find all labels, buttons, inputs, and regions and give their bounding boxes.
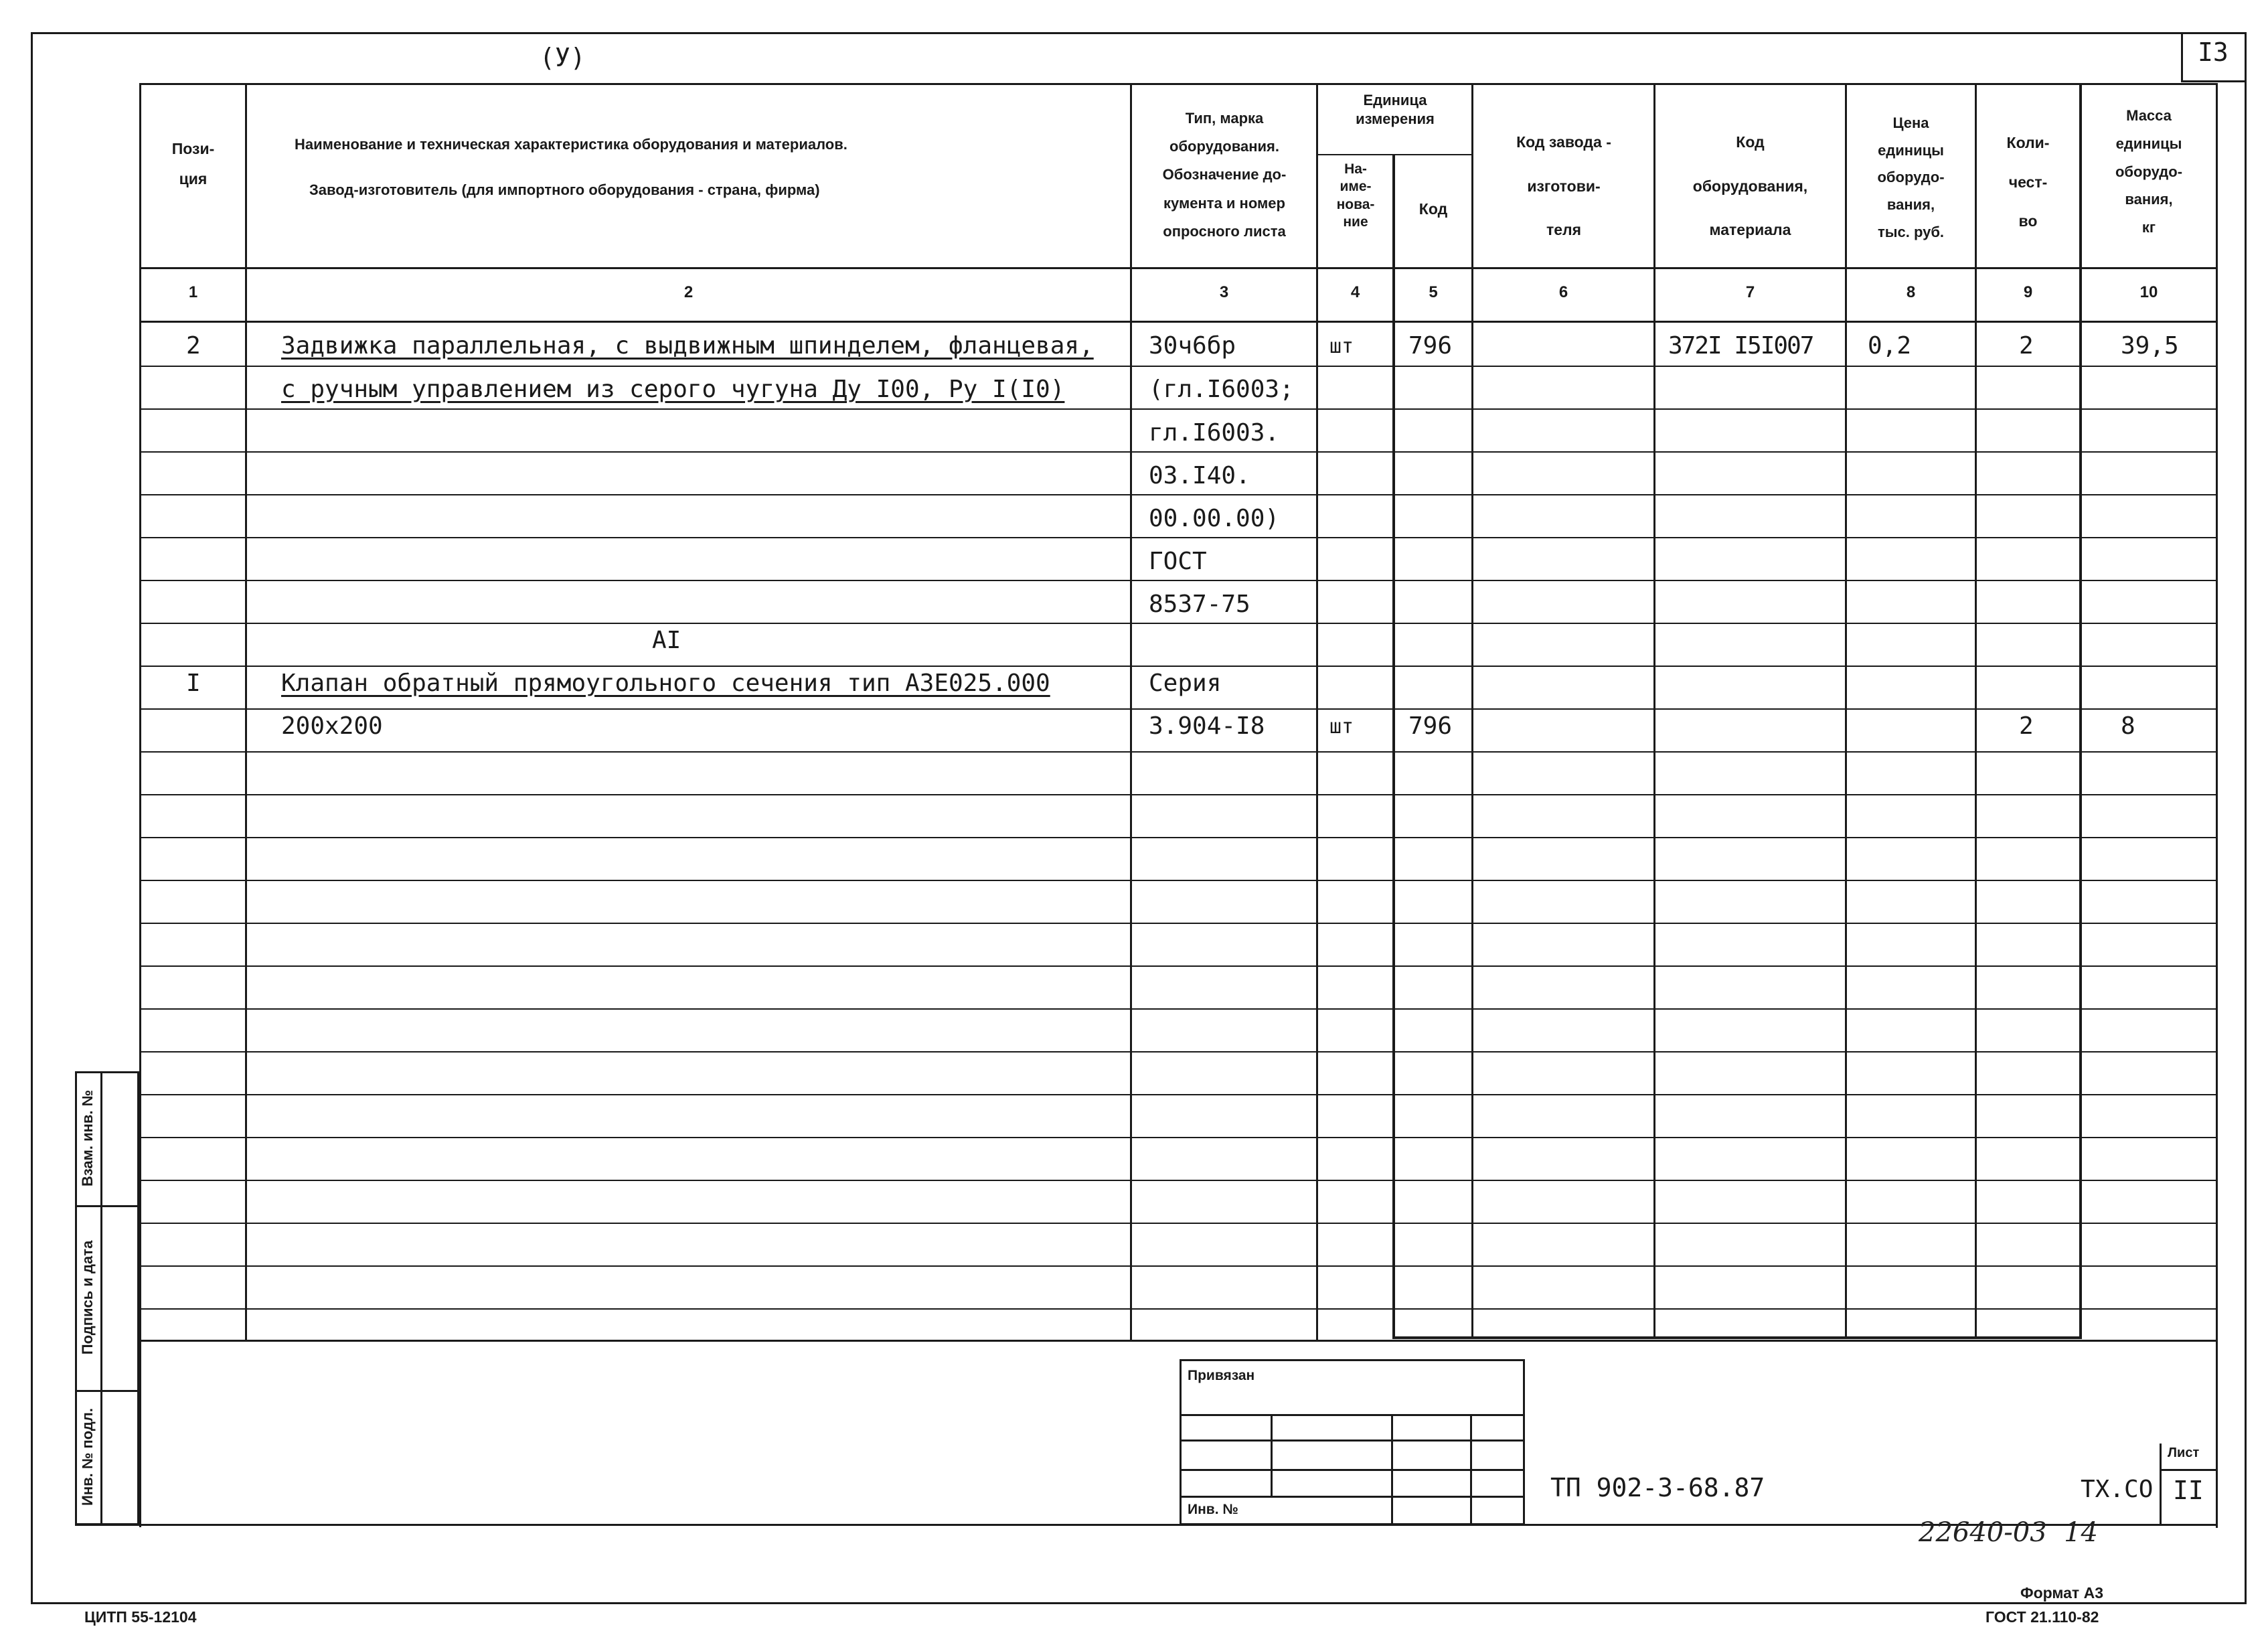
row-type: гл.I6003. xyxy=(1149,419,1280,447)
corner-number: I3 xyxy=(2198,37,2229,67)
bound-row-line xyxy=(1180,1414,1525,1416)
table-row-line xyxy=(139,794,2218,795)
inv-label: Инв. № xyxy=(1188,1502,1238,1517)
table-row-line xyxy=(139,494,2218,495)
col-line-5 xyxy=(1392,154,1395,1339)
header-position: Пози- ция xyxy=(171,140,215,187)
bound-row-line xyxy=(1180,1439,1525,1442)
table-row-line xyxy=(139,923,2218,924)
bound-label: Привязан xyxy=(1188,1368,1255,1383)
col-line-9 xyxy=(1975,83,1977,1339)
section-label: AI xyxy=(652,627,681,654)
column-number: 8 xyxy=(1906,283,1916,301)
unit-group-line xyxy=(1317,154,1473,155)
table-left-border xyxy=(139,83,141,1342)
table-right-border xyxy=(2216,83,2218,1528)
row-type: ГОСТ xyxy=(1149,548,1207,575)
inv-orig-label: Инв. № подл. xyxy=(79,1408,96,1506)
row-name: с ручным управлением из серого чугуна Ду I00, Ру I(I0) xyxy=(281,376,1065,403)
bound-col-line xyxy=(1391,1414,1393,1525)
outer-frame-top xyxy=(31,32,2247,34)
outer-frame-right xyxy=(2245,32,2247,1604)
col-line-8 xyxy=(1845,83,1847,1339)
body-inner-bottom xyxy=(1392,1336,2082,1339)
table-row-line xyxy=(139,623,2218,624)
doc-code: ТП 902-3-68.87 xyxy=(1550,1473,1765,1502)
row-equip-code: 372I I5I007 xyxy=(1668,332,1813,360)
inv-repl-label: Взам. инв. № xyxy=(79,1089,96,1187)
row-mass: 39,5 xyxy=(2121,332,2179,360)
header-plant-code: Код завода - изготови- теля xyxy=(1516,133,1611,239)
row-unit: шт xyxy=(1329,335,1354,358)
col-line-4 xyxy=(1316,83,1318,1341)
header-price: Цена единицы оборудо- вания, тыс. руб. xyxy=(1877,114,1945,240)
row-unit-code: 796 xyxy=(1408,712,1453,740)
row-type: (гл.I6003; xyxy=(1149,376,1294,403)
lower-block-bottom xyxy=(75,1524,2218,1526)
table-row-line xyxy=(139,451,2218,453)
table-row-line xyxy=(139,366,2218,367)
table-row-line xyxy=(139,666,2218,667)
table-row-line xyxy=(139,1051,2218,1053)
column-number: 5 xyxy=(1429,283,1438,301)
bound-col-line xyxy=(1470,1414,1472,1525)
header-unit-code: Код xyxy=(1419,200,1448,218)
table-row-line xyxy=(139,1308,2218,1310)
sheet-cell-line xyxy=(2160,1469,2218,1471)
row-type: 3.904-I8 xyxy=(1149,712,1265,740)
col-line-7 xyxy=(1653,83,1655,1339)
doc-suffix: ТХ.СО xyxy=(2081,1476,2154,1503)
header-mass: Масса единицы оборудо- вания, кг xyxy=(2115,107,2183,236)
table-row-line xyxy=(139,1180,2218,1181)
header-type: Тип, марка оборудования. Обозначение до- кумента и номер опросного листа xyxy=(1162,110,1287,240)
gost-label: ГОСТ 21.110-82 xyxy=(1986,1608,2099,1626)
row-qty: 2 xyxy=(2019,332,2034,360)
table-top-border xyxy=(139,83,2218,85)
column-number: 1 xyxy=(188,283,198,301)
sheet-label: Лист xyxy=(2168,1446,2200,1460)
table-row-line xyxy=(139,837,2218,838)
table-row-line xyxy=(139,751,2218,753)
table-row-line xyxy=(139,580,2218,581)
outer-frame-bottom xyxy=(31,1602,2247,1604)
table-row-line xyxy=(139,1223,2218,1224)
row-type: 03.I40. xyxy=(1149,462,1250,489)
row-name: Задвижка параллельная, с выдвижным шпинделем, фланцевая, xyxy=(281,332,1094,360)
side-stamp-divider xyxy=(100,1071,102,1525)
row-pos: 2 xyxy=(186,332,201,360)
side-stamp-row-line xyxy=(75,1205,139,1207)
table-row-line xyxy=(139,408,2218,410)
sheet-number: II xyxy=(2173,1476,2204,1505)
header-name-line2: Завод-изготовитель (для импортного оборудования - страна, фирма) xyxy=(309,181,820,198)
header-unit-group: Единица измерения xyxy=(1356,92,1435,127)
row-qty: 2 xyxy=(2019,712,2034,740)
header-bottom-line xyxy=(139,267,2218,269)
table-row-line xyxy=(139,1137,2218,1138)
column-number: 4 xyxy=(1350,283,1360,301)
header-unit-name: На- име- нова- ние xyxy=(1336,161,1375,230)
col-line-3 xyxy=(1130,83,1132,1341)
row-unit-code: 796 xyxy=(1408,332,1453,360)
col-line-10 xyxy=(2079,83,2082,1339)
row-pos: I xyxy=(186,670,201,697)
corner-number-box xyxy=(2181,32,2245,82)
sign-date-label: Подпись и дата xyxy=(79,1240,96,1355)
bound-col-line xyxy=(1271,1414,1273,1496)
bound-row-line xyxy=(1180,1469,1525,1471)
column-number: 6 xyxy=(1558,283,1568,301)
table-row-line xyxy=(139,880,2218,881)
row-name: Клапан обратный прямоугольного сечения тип АЗЕ025.000 xyxy=(281,670,1050,697)
row-type: 30ч6бр xyxy=(1149,332,1236,360)
header-name-line1: Наименование и техническая характеристика оборудования и материалов. xyxy=(295,136,847,153)
header-quantity: Коли- чест- во xyxy=(2006,134,2050,230)
row-price: 0,2 xyxy=(1868,332,1912,360)
col-line-6 xyxy=(1471,83,1473,1339)
table-row-line xyxy=(139,1265,2218,1267)
column-number: 10 xyxy=(2139,283,2158,301)
publisher-stamp: ЦИТП 55-12104 xyxy=(84,1608,197,1626)
column-number: 9 xyxy=(2023,283,2033,301)
table-bottom-border xyxy=(139,1340,2218,1342)
table-row-line xyxy=(139,708,2218,710)
row-type: 00.00.00) xyxy=(1149,505,1280,532)
colnum-bottom-line xyxy=(139,321,2218,323)
format-label: Формат А3 xyxy=(2020,1584,2103,1602)
table-row-line xyxy=(139,1094,2218,1095)
column-number: 2 xyxy=(683,283,694,301)
row-unit: шт xyxy=(1329,715,1354,738)
series-mark: (У) xyxy=(540,43,586,72)
row-type: 8537-75 xyxy=(1149,591,1250,618)
handwritten-number: 22640-03 14 xyxy=(1919,1517,2098,1548)
col-line-2 xyxy=(245,83,247,1341)
table-row-line xyxy=(139,965,2218,967)
header-equipment-code: Код оборудования, материала xyxy=(1692,133,1808,239)
side-stamp-row-line xyxy=(75,1390,139,1392)
row-type: Серия xyxy=(1149,670,1222,697)
row-mass: 8 xyxy=(2121,712,2135,740)
outer-frame-left xyxy=(31,32,33,1604)
table-row-line xyxy=(139,537,2218,538)
row-name: 200х200 xyxy=(281,712,383,740)
column-number: 3 xyxy=(1219,283,1229,301)
lower-block-left xyxy=(139,1340,141,1527)
table-row-line xyxy=(139,1008,2218,1010)
column-number: 7 xyxy=(1745,283,1755,301)
